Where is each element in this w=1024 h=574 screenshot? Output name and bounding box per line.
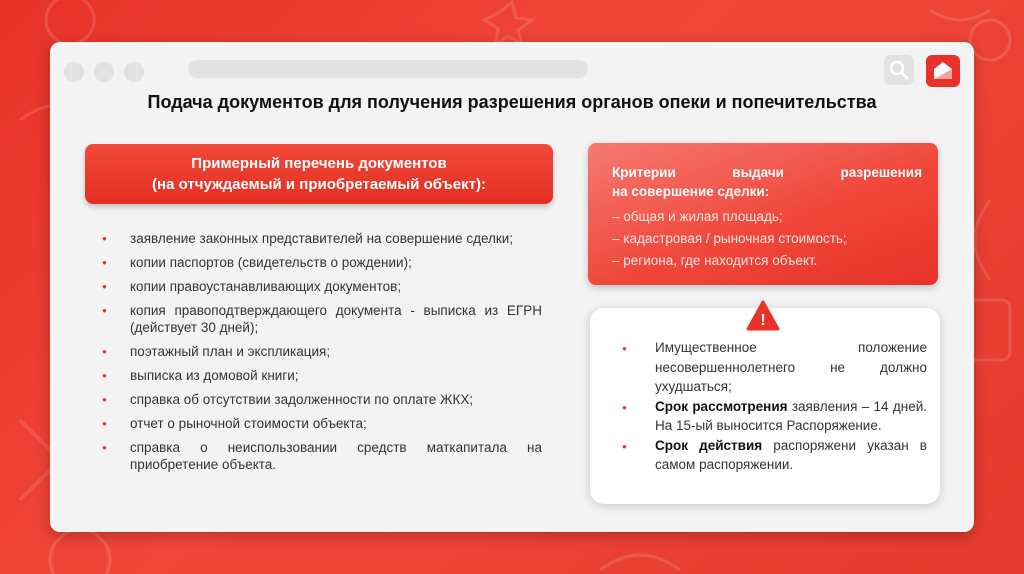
list-item <box>622 436 927 475</box>
window-dot-3[interactable] <box>124 62 144 82</box>
criteria-list <box>612 206 922 272</box>
list-item: ● поэтажный план и экспликация; <box>102 343 542 360</box>
house-logo-icon <box>926 55 960 87</box>
documents-header-line2: (на отчуждаемый и приобретаемый объект): <box>152 176 486 193</box>
criteria-heading-line2: на совершение сделки: <box>612 184 770 199</box>
list-item: ● копия правоподтверждающего документа - выписка из ЕГРН (действует 30 дней); <box>102 302 542 336</box>
logo-button[interactable] <box>926 55 960 87</box>
notes-list <box>622 338 927 475</box>
documents-list-header <box>85 144 553 204</box>
list-item: ● отчет о рыночной стоимости объекта; <box>102 415 542 432</box>
list-item: – общая и жилая площадь; <box>612 209 783 224</box>
search-button[interactable] <box>884 55 914 85</box>
validity-term-label: Срок действия <box>655 437 763 453</box>
list-item: ● заявление законных представителей на совершение сделки; <box>102 230 542 247</box>
page-title: Подача документов для получения разрешения органов опеки и попечительства <box>147 92 877 112</box>
list-item: ● справка о неиспользовании средств маткапитала на приобретение объекта. <box>102 439 542 473</box>
criteria-card <box>588 143 938 285</box>
documents-header-line1: Примерный перечень документов <box>191 155 447 172</box>
criteria-heading-word2: выдачи <box>732 165 784 180</box>
list-item: ● копии паспортов (свидетельств о рождении); <box>102 254 542 271</box>
window-dot-1[interactable] <box>64 62 84 82</box>
list-item <box>622 397 927 436</box>
address-bar[interactable] <box>188 60 588 78</box>
list-item: – кадастровая / рыночная стоимость; <box>612 231 847 246</box>
list-item: ● копии правоустанавливающих документов; <box>102 278 542 295</box>
criteria-heading-word1: Критерии <box>612 165 676 180</box>
list-item: – региона, где находится объект. <box>612 253 818 268</box>
browser-window <box>50 42 974 532</box>
warning-symbol: ! <box>760 312 766 329</box>
validity-term-text: распоряжени указан в самом распоряжении. <box>655 437 927 472</box>
list-item: ● справка об отсутствии задолженности по оплате ЖКХ; <box>102 391 542 408</box>
documents-list <box>102 230 542 480</box>
list-item: ● выписка из домовой книги; <box>102 367 542 384</box>
criteria-heading <box>612 163 922 201</box>
list-item: ● Имущественное положение несовершеннолетнего не должно ухудшаться; <box>622 338 927 397</box>
window-dot-2[interactable] <box>94 62 114 82</box>
criteria-heading-word3: разрешения <box>840 165 922 180</box>
review-term-label: Срок рассмотрения <box>655 398 788 414</box>
search-icon <box>884 55 914 85</box>
warning-triangle-icon <box>746 300 780 332</box>
notes-card <box>590 308 940 504</box>
review-term-text: заявления – 14 дней. На 15-ый выносится Распоряжение. <box>655 398 927 433</box>
